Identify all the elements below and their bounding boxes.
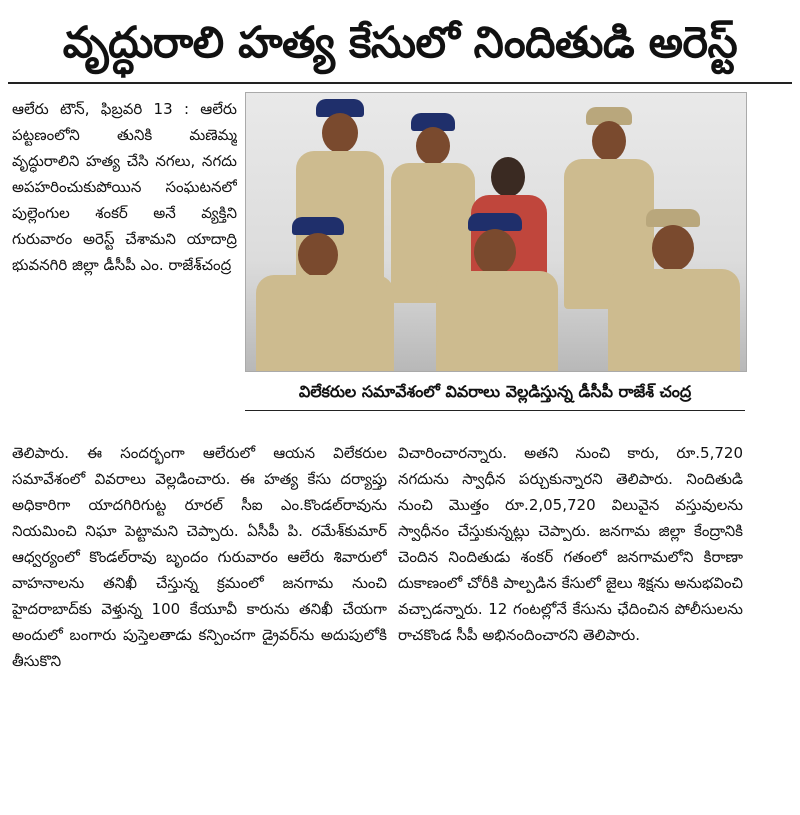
article-paragraph: తెలిపారు. ఈ సందర్భంగా ఆలేరులో ఆయన విలేకరుల సమావేశంలో వివరాలు వెల్లడించారు. ఈ హత్య కేసు దర్యాప్తు అధికారిగా యాదగిరిగుట్ట రూరల్ సీఐ ఎం.కొండల్‌రావును నియమించి నిఘా పెట్టామని చెప్పారు. ఏసీపీ పి. రమేశ్‌కుమార్ ఆధ్వర్యంలో కొండల్‌రావు బృందం గురువారం ఆలేరు శివారులో వాహనాలను తనిఖీ చేస్తున్న క్రమంలో జనగామ నుంచి హైదరాబాద్‌కు వెళ్తున్న 100 కేయూవీ కారును తనిఖీ చేయగా అందులో బంగారు పుస్తెలతాడు కన్పించగా డ్రైవర్‌ను అదుపులోకి తీసుకొని <box>12 444 387 670</box>
caption-rule <box>245 410 745 411</box>
headline-rule <box>8 82 792 84</box>
article-paragraph: విచారించారన్నారు. అతని నుంచి కారు, రూ.5,720 నగదును స్వాధీన పర్చుకున్నారని తెలిపారు. నిందితుడి నుంచి మొత్తం రూ.2,05,720 విలువైన వస్తువులను స్వాధీనం చేస్తుకున్నట్లు చెప్పారు. జనగామ జిల్లా కేంద్రానికి చెందిన నిందితుడు శంకర్ గతంలో జనగామలోని కిరాణా దుకాణంలో చోరీకి పాల్పడిన కేసులో జైలు శిక్షను అనుభవించి వచ్చాడన్నారు. 12 గంటల్లోనే కేసును ఛేదించిన పోలీసులను రాచకొండ సీపీ అభినందించారని తెలిపారు. <box>398 444 743 644</box>
article-column-2 <box>398 440 743 800</box>
article-column-1-top <box>12 96 237 436</box>
article-column-1-bottom <box>12 440 387 800</box>
article-paragraph: ఆలేరు టౌన్, ఫిబ్రవరి 13 : ఆలేరు పట్టణంలోని తునికి మణెమ్మ వృద్ధురాలిని హత్య చేసి నగలు, నగదు అపహరించుకుపోయిన సంఘటనలో పుల్లెంగుల శంకర్ అనే వ్యక్తిని గురువారం అరెస్ట్ చేశామని యాదాద్రి భువనగిరి జిల్లా డీసీపీ ఎం. రాజేశ్‌చంద్ర <box>12 100 237 274</box>
headline: వృద్ధురాలి హత్య కేసులో నిందితుడి అరెస్ట్ <box>62 18 738 68</box>
news-photo <box>245 92 747 372</box>
photo-caption: విలేకరుల సమావేశంలో వివరాలు వెల్లడిస్తున్న డీసీపీ రాజేశ్ చంద్ర <box>298 382 692 401</box>
